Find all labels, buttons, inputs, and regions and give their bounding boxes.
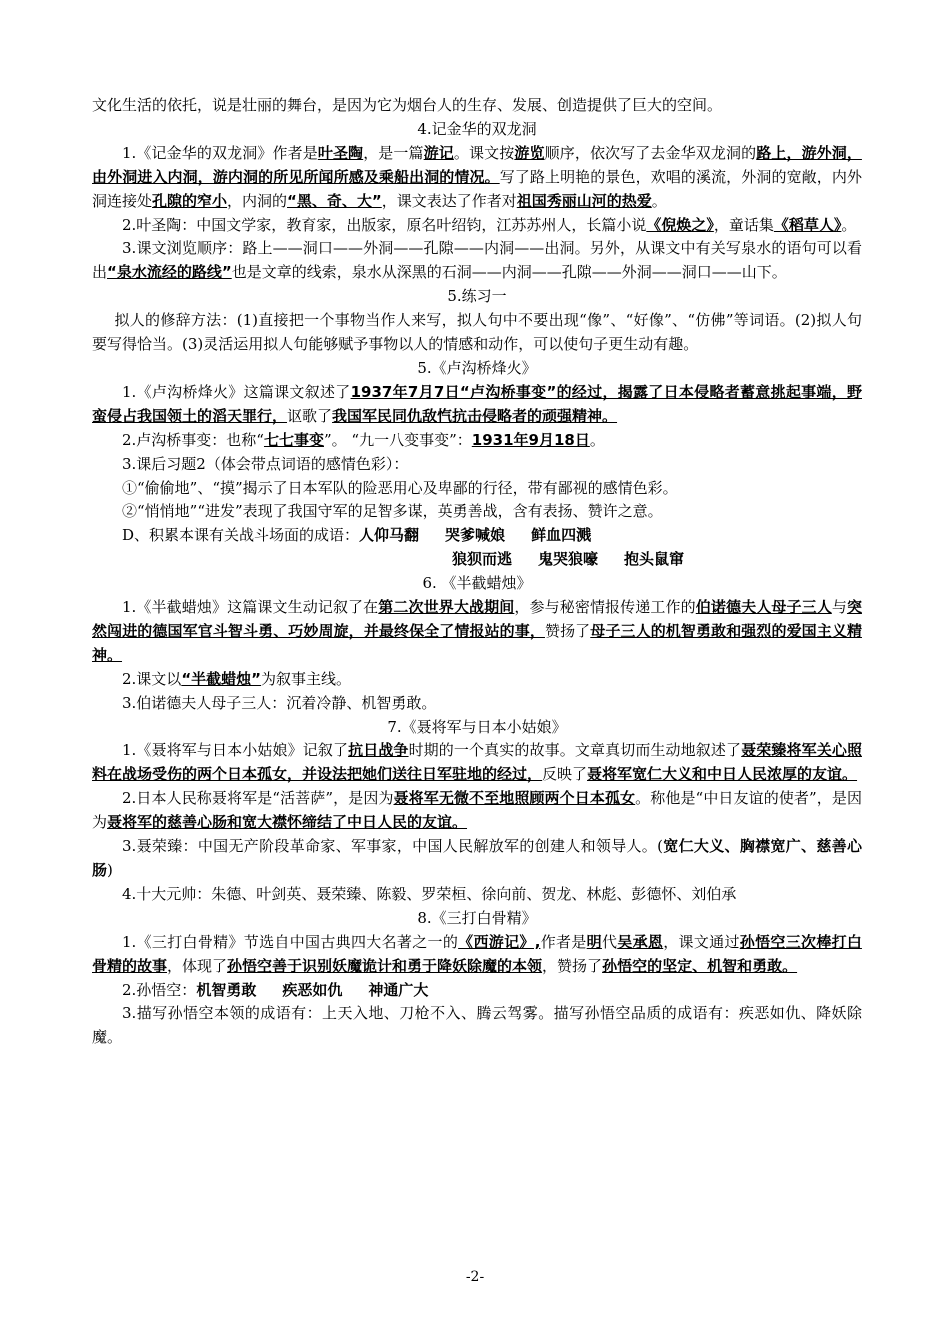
- section-4-para-1: [92, 142, 862, 214]
- text: 2.叶圣陶：中国文学家，教育家，出版家，原名叶绍钧，江苏苏州人，长篇小说: [122, 215, 647, 234]
- text: 1.《卢沟桥烽火》这篇课文叙述了: [122, 382, 351, 401]
- text: 与: [831, 598, 847, 617]
- text: 2.孙悟空：: [122, 980, 197, 999]
- text: 3.聂荣臻：中国无产阶段革命家、军事家，中国人民解放军的创建人和领导人。(: [122, 837, 663, 856]
- text: ，参与秘密情报传递工作的: [514, 598, 696, 617]
- section-7-para-4: 4.十大元帅：朱德、叶剑英、聂荣臻、陈毅、罗荣桓、徐向前、贺龙、林彪、彭德怀、刘伯承: [122, 884, 737, 903]
- keyword: 叶圣陶: [317, 143, 364, 162]
- section-7-para-1: [92, 739, 862, 787]
- section-6-para-3: 3.伯诺德夫人母子三人：沉着冷静、机智勇敢。: [122, 693, 437, 712]
- text: ，课文表达了作者对: [381, 191, 517, 210]
- text: 讴歌了: [287, 406, 333, 425]
- keyword: 游览: [514, 143, 545, 162]
- text: ，体现了: [167, 956, 228, 975]
- text: 2.课文以: [122, 669, 182, 688]
- keyword: 孙悟空善于识别妖魔诡计和勇于降妖除魔的本领: [227, 956, 543, 975]
- text: ”。 “九一八变事变”：: [324, 430, 472, 449]
- section-5b-para-1: [92, 381, 862, 429]
- keyword: 1937年7月7日“卢沟桥事变”的经过，揭露了日本侵略者蓄意挑起事端，野蛮侵占我国领土的滔天罪行，: [92, 382, 862, 425]
- keyword: 聂将军无微不至地照顾两个日本孤女: [393, 789, 636, 808]
- section-5a-title: 5.练习一: [447, 287, 507, 306]
- keyword: 伯诺德夫人母子三人: [695, 598, 832, 617]
- text: D、积累本课有关战斗场面的成语：: [122, 526, 360, 545]
- idiom: 鲜血四溅: [531, 526, 592, 545]
- text: ，课文通过: [663, 932, 740, 951]
- keyword: 祖国秀丽山河的热爱: [516, 191, 652, 210]
- section-5b-para-6: [92, 524, 862, 548]
- keyword: 孙悟空三次棒打白骨精的故事: [92, 932, 862, 975]
- keyword: 孔隙的窄小: [152, 191, 228, 210]
- text: 1.《记金华的双龙洞》作者是: [122, 143, 318, 162]
- section-8-para-1: [92, 931, 862, 979]
- text: ，内洞的: [227, 191, 288, 210]
- keyword: 《西游记》,: [458, 932, 541, 951]
- keyword: 第二次世界大战期间: [378, 598, 515, 617]
- keyword: 明: [586, 932, 602, 951]
- text: 时期的一个真实的故事。文章真切而生动地叙述了: [408, 741, 742, 760]
- section-5a-para-1: 拟人的修辞方法：(1)直接把一个事物当作人来写，拟人句中不要出现“像”、“好像”、“仿佛”等词语。(2)拟人句要写得恰当。(3)灵活运用拟人句能够赋予事物以人的情感和动作，可以使句子更生动有趣。: [92, 311, 862, 354]
- keyword: 《倪焕之》: [646, 215, 714, 234]
- keyword: 吴承恩: [617, 932, 664, 951]
- section-7-title: 7.《聂将军与日本小姑娘》: [387, 717, 567, 736]
- section-7-para-2: [92, 787, 862, 835]
- text: 赞扬了: [544, 621, 591, 640]
- text: ): [107, 861, 113, 879]
- keyword: 抗日战争: [348, 741, 409, 760]
- text: ，赞扬了: [542, 956, 603, 975]
- keyword: 七七事变: [263, 430, 324, 449]
- trait: 疾恶如仇: [282, 980, 343, 999]
- keyword: 聂将军的慈善心肠和宽大襟怀缔结了中日人民的友谊。: [107, 813, 468, 832]
- idiom: 人仰马翻: [359, 526, 420, 545]
- section-8-para-3: 3.描写孙悟空本领的成语有：上天入地、刀枪不入、腾云驾雾。描写孙悟空品质的成语有：疾恶如仇、降妖除魔。: [92, 1004, 862, 1047]
- section-4-title: 4.记金华的双龙洞: [417, 119, 537, 138]
- section-5b-para-2: [92, 429, 862, 453]
- text: 代: [601, 932, 618, 951]
- text: 为叙事主线。: [261, 669, 352, 688]
- keyword: 《稻草人》: [773, 215, 842, 234]
- keyword: “黑、奇、大”: [287, 191, 382, 210]
- section-5b-title: 5.《卢沟桥烽火》: [417, 358, 537, 377]
- text: 2.日本人民称聂将军是“活菩萨”，是因为: [122, 789, 394, 808]
- text: 1.《三打白骨精》节选自中国古典四大名著之一的: [122, 932, 459, 951]
- text: 。称他是“中日友谊的使者”，是因为: [92, 789, 862, 832]
- keyword: 宽仁大义、胸襟宽广、慈善心肠: [92, 837, 862, 879]
- text: 。课文按: [453, 143, 515, 162]
- text: 1.《聂将军与日本小姑娘》记叙了: [122, 741, 349, 760]
- keyword: “半截蜡烛”: [181, 669, 262, 688]
- intro-paragraph: [92, 94, 862, 118]
- idiom: 哭爹喊娘: [445, 526, 506, 545]
- intro-text: 文化生活的依托，说是壮丽的舞台，是因为它为烟台人的生存、发展、创造提供了巨大的空间。: [92, 96, 723, 114]
- section-5b-para-4: ①“偷偷地”、“摸”揭示了日本军队的险恶用心及卑鄙的行径，带有鄙视的感情色彩。: [122, 478, 678, 497]
- text: 。: [589, 430, 605, 449]
- keyword: 我国军民同仇敌忾抗击侵略者的顽强精神。: [332, 406, 618, 425]
- section-8-para-2: [92, 979, 862, 1003]
- keyword: 聂荣臻将军关心照料在战场受伤的两个日本孤女，并设法把她们送往日军驻地的经过，: [92, 741, 862, 784]
- text: ，童话集: [713, 215, 774, 234]
- text: 反映了: [542, 765, 588, 784]
- text: 。: [841, 215, 857, 234]
- section-5b-para-5: ②“悄悄地”“进发”表现了我国守军的足智多谋，英勇善战，含有表扬、赞许之意。: [122, 502, 663, 521]
- keyword: “泉水流经的路线”: [107, 263, 232, 282]
- trait: 机智勇敢: [196, 980, 257, 999]
- text: 2.卢沟桥事变：也称“: [122, 430, 264, 449]
- text: 。: [651, 191, 667, 210]
- text: 写了路上明艳的景色，欢唱的溪流，外洞的宽敞，内外洞连接处: [92, 167, 862, 210]
- section-7-para-3: [92, 835, 862, 883]
- page-number: -2-: [465, 1269, 485, 1285]
- keyword: 路上，游外洞，由外洞进入内洞，游内洞的所见所闻所感及乘船出洞的情况。: [92, 143, 862, 186]
- section-5b-para-3: 3.课后习题2（体会带点词语的感情色彩）：: [122, 454, 409, 473]
- idiom: 鬼哭狼嚎: [538, 550, 599, 569]
- keyword: 突然闯进的德国军官斗智斗勇、巧妙周旋，并最终保全了情报站的事，: [92, 598, 862, 640]
- text: 顺序，依次写了去金华双龙洞的: [544, 143, 757, 162]
- keyword: 游记: [423, 143, 454, 162]
- section-6-para-1: [92, 596, 862, 668]
- trait: 神通广大: [368, 980, 429, 999]
- section-6-para-2: [92, 668, 862, 692]
- text: 1.《半截蜡烛》这篇课文生动记叙了在: [122, 598, 379, 617]
- text: 3.课文浏览顺序：路上——洞口——外洞——孔隙——内洞——出洞。另外，从课文中有关写泉水的语句可以看出: [92, 239, 862, 282]
- keyword: 母子三人的机智勇敢和强烈的爱国主义精神。: [92, 621, 862, 664]
- text: 也是文章的线索，泉水从深黑的石洞——内洞——孔隙——外洞——洞口——山下。: [231, 263, 787, 282]
- section-5b-idioms-row-2: [92, 548, 862, 572]
- idiom: 狼狈而逃: [452, 550, 513, 569]
- keyword: 1931年9月18日: [471, 430, 590, 449]
- section-6-title: 6. 《半截蜡烛》: [422, 574, 532, 593]
- text: ，是一篇: [363, 143, 424, 162]
- text: 作者是: [540, 932, 587, 951]
- section-4-para-2: [92, 214, 862, 238]
- idiom: 抱头鼠窜: [624, 550, 685, 569]
- section-8-title: 8.《三打白骨精》: [417, 908, 537, 927]
- keyword: 聂将军宽仁大义和中日人民浓厚的友谊。: [587, 765, 858, 784]
- document-body: [92, 94, 862, 1050]
- section-4-para-3: [92, 237, 862, 285]
- keyword: 孙悟空的坚定、机智和勇敢。: [602, 956, 798, 975]
